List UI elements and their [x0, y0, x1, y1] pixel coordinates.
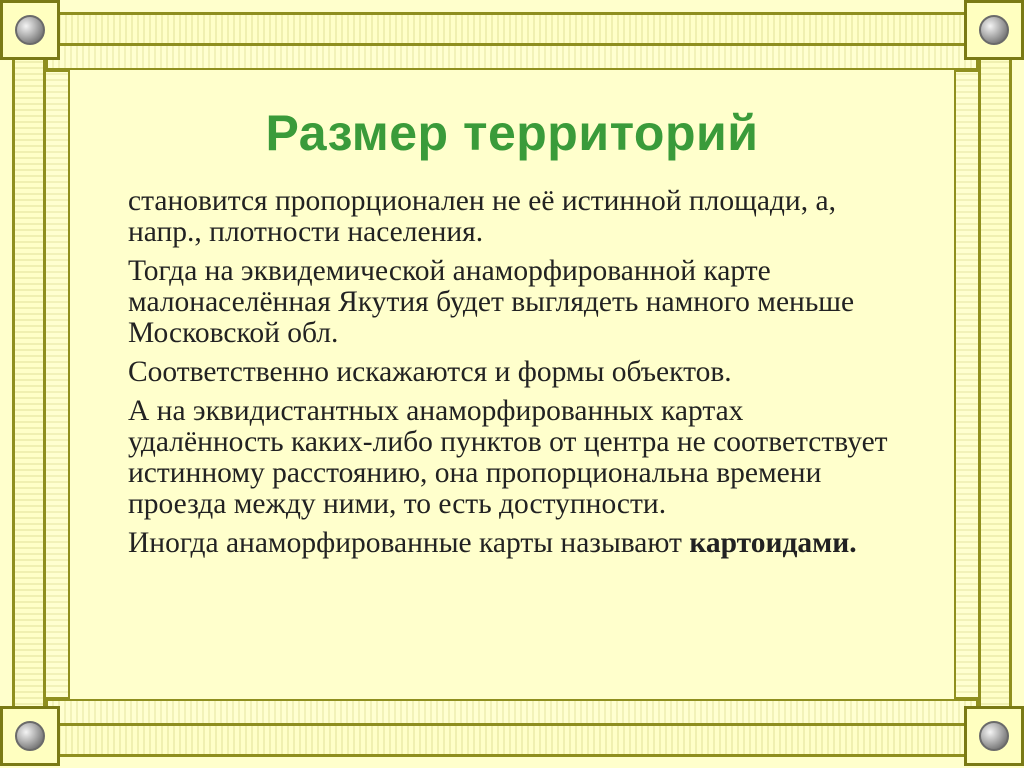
corner-top-right: [964, 0, 1024, 60]
paragraph-text: Иногда анаморфированные карты называют: [128, 527, 682, 559]
corner-ball-icon: [15, 15, 45, 45]
corner-top-left: [0, 0, 60, 60]
corner-ball-icon: [15, 721, 45, 751]
slide-title: Размер территорий: [265, 105, 759, 161]
frame-top-bar: [40, 12, 984, 46]
paragraph-last: [128, 528, 898, 559]
frame-inner-left: [46, 70, 70, 699]
bold-term: картоидами.: [689, 527, 857, 559]
paragraph: Тогда на эквидемической анаморфированной карте малонаселённая Якутия будет выглядеть намного меньше Московской обл.: [128, 255, 855, 349]
corner-bottom-right: [964, 706, 1024, 766]
frame-inner-bottom: [46, 699, 978, 723]
corner-bottom-left: [0, 706, 60, 766]
corner-ball-icon: [979, 15, 1009, 45]
frame-inner-top: [46, 46, 978, 70]
frame-bottom-bar: [40, 723, 984, 757]
paragraph: Соответственно искажаются и формы объектов.: [128, 356, 732, 388]
paragraph: становится пропорционален не её истинной площади, а, напр., плотности населения.: [128, 185, 836, 248]
corner-ball-icon: [979, 721, 1009, 751]
paragraph: А на эквидистантных анаморфированных картах удалённость каких-либо пунктов от центра не соответствует истинному расстоянию, она пропорциональна времени проезда между ними, то есть доступности.: [128, 395, 888, 520]
frame-inner-right: [954, 70, 978, 699]
slide-body: [128, 186, 898, 567]
